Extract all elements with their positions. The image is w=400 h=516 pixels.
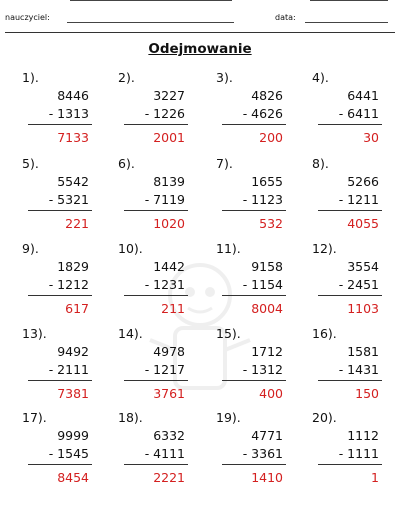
sum-line [318, 380, 382, 381]
sum-line [124, 124, 188, 125]
minuend: 4978 [153, 344, 185, 359]
answer: 1020 [153, 216, 185, 231]
problem-number: 9). [22, 241, 39, 256]
minuend: 1442 [153, 259, 185, 274]
problem-6 [118, 156, 188, 246]
problem-16 [312, 326, 382, 416]
subtrahend: - 1211 [338, 192, 379, 207]
subtrahend: - 4626 [242, 106, 283, 121]
minuend: 1581 [347, 344, 379, 359]
problem-number: 13). [22, 326, 47, 341]
minuend: 6332 [153, 428, 185, 443]
subtrahend: - 2111 [48, 362, 89, 377]
subtrahend: - 1123 [242, 192, 283, 207]
sum-line [222, 295, 286, 296]
subtrahend: - 7119 [144, 192, 185, 207]
problem-number: 10). [118, 241, 143, 256]
problem-10 [118, 241, 188, 331]
problem-number: 20). [312, 410, 337, 425]
problem-number: 16). [312, 326, 337, 341]
sum-line [28, 295, 92, 296]
subtrahend: - 1226 [144, 106, 185, 121]
subtrahend: - 1312 [242, 362, 283, 377]
answer: 8454 [57, 470, 89, 485]
problem-7 [216, 156, 286, 246]
sum-line [28, 380, 92, 381]
teacher-field[interactable] [67, 22, 234, 23]
sum-line [318, 464, 382, 465]
sum-line [124, 464, 188, 465]
answer: 150 [355, 386, 379, 401]
minuend: 1712 [251, 344, 283, 359]
problem-18 [118, 410, 188, 500]
minuend: 4826 [251, 88, 283, 103]
subtrahend: - 1212 [48, 277, 89, 292]
problem-number: 1). [22, 70, 39, 85]
problem-number: 4). [312, 70, 329, 85]
sum-line [124, 210, 188, 211]
answer: 8004 [251, 301, 283, 316]
problem-number: 7). [216, 156, 233, 171]
answer: 2001 [153, 130, 185, 145]
sum-line [124, 295, 188, 296]
problem-number: 15). [216, 326, 241, 341]
sum-line [222, 124, 286, 125]
sum-line [222, 380, 286, 381]
problem-2 [118, 70, 188, 160]
problem-number: 19). [216, 410, 241, 425]
minuend: 1112 [347, 428, 379, 443]
answer: 617 [65, 301, 89, 316]
minuend: 8139 [153, 174, 185, 189]
problem-17 [22, 410, 92, 500]
minuend: 3554 [347, 259, 379, 274]
minuend: 4771 [251, 428, 283, 443]
answer: 2221 [153, 470, 185, 485]
subtrahend: - 1217 [144, 362, 185, 377]
problem-number: 8). [312, 156, 329, 171]
problem-14 [118, 326, 188, 416]
problem-20 [312, 410, 382, 500]
problem-3 [216, 70, 286, 160]
page-title: Odejmowanie [148, 41, 252, 57]
minuend: 5542 [57, 174, 89, 189]
minuend: 1655 [251, 174, 283, 189]
problem-number: 18). [118, 410, 143, 425]
subtrahend: - 1431 [338, 362, 379, 377]
minuend: 1829 [57, 259, 89, 274]
problem-number: 2). [118, 70, 135, 85]
subtrahend: - 5321 [48, 192, 89, 207]
teacher-label: nauczyciel: [5, 13, 50, 22]
date-label: data: [275, 13, 296, 22]
subtrahend: - 2451 [338, 277, 379, 292]
top-line-left [70, 0, 232, 1]
answer: 30 [363, 130, 379, 145]
subtrahend: - 1313 [48, 106, 89, 121]
answer: 7381 [57, 386, 89, 401]
minuend: 3227 [153, 88, 185, 103]
answer: 3761 [153, 386, 185, 401]
problem-number: 14). [118, 326, 143, 341]
minuend: 8446 [57, 88, 89, 103]
subtrahend: - 6411 [338, 106, 379, 121]
sum-line [318, 124, 382, 125]
sum-line [222, 464, 286, 465]
problem-1 [22, 70, 92, 160]
subtrahend: - 1545 [48, 446, 89, 461]
subtrahend: - 3361 [242, 446, 283, 461]
problem-4 [312, 70, 382, 160]
problem-15 [216, 326, 286, 416]
problem-number: 6). [118, 156, 135, 171]
date-field[interactable] [305, 22, 388, 23]
answer: 1103 [347, 301, 379, 316]
problem-number: 11). [216, 241, 241, 256]
header-divider [5, 32, 395, 33]
minuend: 5266 [347, 174, 379, 189]
sum-line [318, 295, 382, 296]
minuend: 6441 [347, 88, 379, 103]
answer: 221 [65, 216, 89, 231]
answer: 200 [259, 130, 283, 145]
answer: 211 [161, 301, 185, 316]
sum-line [222, 210, 286, 211]
problem-9 [22, 241, 92, 331]
minuend: 9158 [251, 259, 283, 274]
problem-number: 5). [22, 156, 39, 171]
problem-5 [22, 156, 92, 246]
subtrahend: - 4111 [144, 446, 185, 461]
subtrahend: - 1154 [242, 277, 283, 292]
minuend: 9492 [57, 344, 89, 359]
problem-13 [22, 326, 92, 416]
answer: 4055 [347, 216, 379, 231]
problem-8 [312, 156, 382, 246]
subtrahend: - 1231 [144, 277, 185, 292]
problem-11 [216, 241, 286, 331]
sum-line [28, 210, 92, 211]
sum-line [124, 380, 188, 381]
problem-12 [312, 241, 382, 331]
subtrahend: - 1111 [338, 446, 379, 461]
minuend: 9999 [57, 428, 89, 443]
sum-line [28, 464, 92, 465]
problem-number: 17). [22, 410, 47, 425]
answer: 400 [259, 386, 283, 401]
sum-line [28, 124, 92, 125]
answer: 1 [371, 470, 379, 485]
answer: 7133 [57, 130, 89, 145]
problem-19 [216, 410, 286, 500]
answer: 532 [259, 216, 283, 231]
problem-number: 3). [216, 70, 233, 85]
top-line-right [310, 0, 388, 1]
sum-line [318, 210, 382, 211]
problem-number: 12). [312, 241, 337, 256]
answer: 1410 [251, 470, 283, 485]
